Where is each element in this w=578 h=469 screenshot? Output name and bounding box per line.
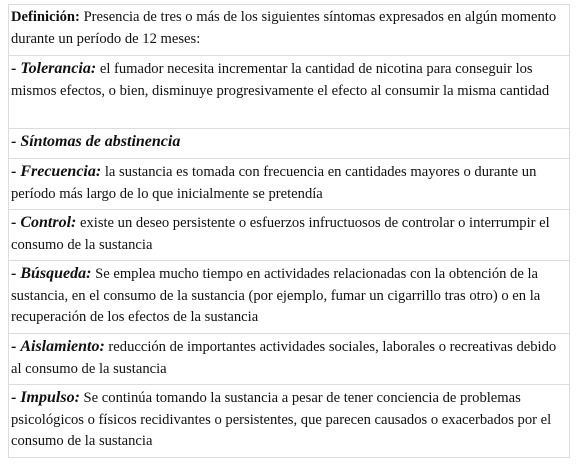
definition-row [9,5,570,56]
criterion-term: Control: [20,214,77,231]
criterion-dash: - [11,265,21,282]
criterion-text: la sustancia es tomada con frecuencia en cantidades mayores o durante un período más largo de lo que inicialmente se pretendía [11,164,537,202]
criterion-term: Impulso: [20,389,80,406]
criterion-term: Búsqueda: [20,265,92,282]
criterion-cell [9,385,570,458]
definition-text: Presencia de tres o más de los siguientes síntomas expresados en algún momento durante un período de 12 meses: [11,9,557,47]
criterion-row-impulso [9,385,570,458]
criterion-text: Se continúa tomando la sustancia a pesar de tener conciencia de problemas psicológicos o físicos recidivantes o persistentes, que parecen causados o exacerbados por el consumo de la sustancia [11,390,552,449]
definition-cell [9,5,570,56]
criterion-row-frecuencia [9,159,570,210]
criterion-term: Síntomas de abstinencia [20,133,181,150]
criterion-row-control [9,210,570,261]
criterion-dash: - [11,389,21,406]
criterion-dash: - [11,133,21,150]
criterion-text: Se emplea mucho tiempo en actividades relacionadas con la obtención de la sustancia, en el consumo de la sustancia (por ejemplo, fumar un cigarrillo tras otro) o en la recuperación de los efectos de la sustancia [11,266,541,325]
criterion-row-tolerancia [9,56,570,129]
definition-label: Definición: [11,9,80,25]
criterion-cell [9,56,570,129]
criterion-dash: - [11,214,21,231]
criterion-dash: - [11,163,21,180]
criterion-text: reducción de importantes actividades sociales, laborales o recreativas debido al consumo de la sustancia [11,339,557,377]
criterion-dash: - [11,338,21,355]
criterion-row-sintomas-de-abstinencia [9,129,570,159]
criterion-text: el fumador necesita incrementar la cantidad de nicotina para conseguir los mismos efectos, o bien, disminuye progresivamente el efecto al consumir la misma cantidad [11,61,550,99]
criterion-cell [9,210,570,261]
criteria-table [8,4,570,458]
criterion-row-busqueda [9,261,570,334]
criterion-cell [9,129,570,159]
criterion-text: existe un deseo persistente o esfuerzos infructuosos de controlar o interrumpir el consumo de la sustancia [11,215,550,253]
criterion-row-aislamiento [9,334,570,385]
criterion-cell [9,159,570,210]
criterion-term: Tolerancia: [20,60,97,77]
criterion-term: Frecuencia: [20,163,102,180]
criterion-cell [9,261,570,334]
criterion-term: Aislamiento: [20,338,105,355]
criterion-cell [9,334,570,385]
criterion-dash: - [11,60,21,77]
